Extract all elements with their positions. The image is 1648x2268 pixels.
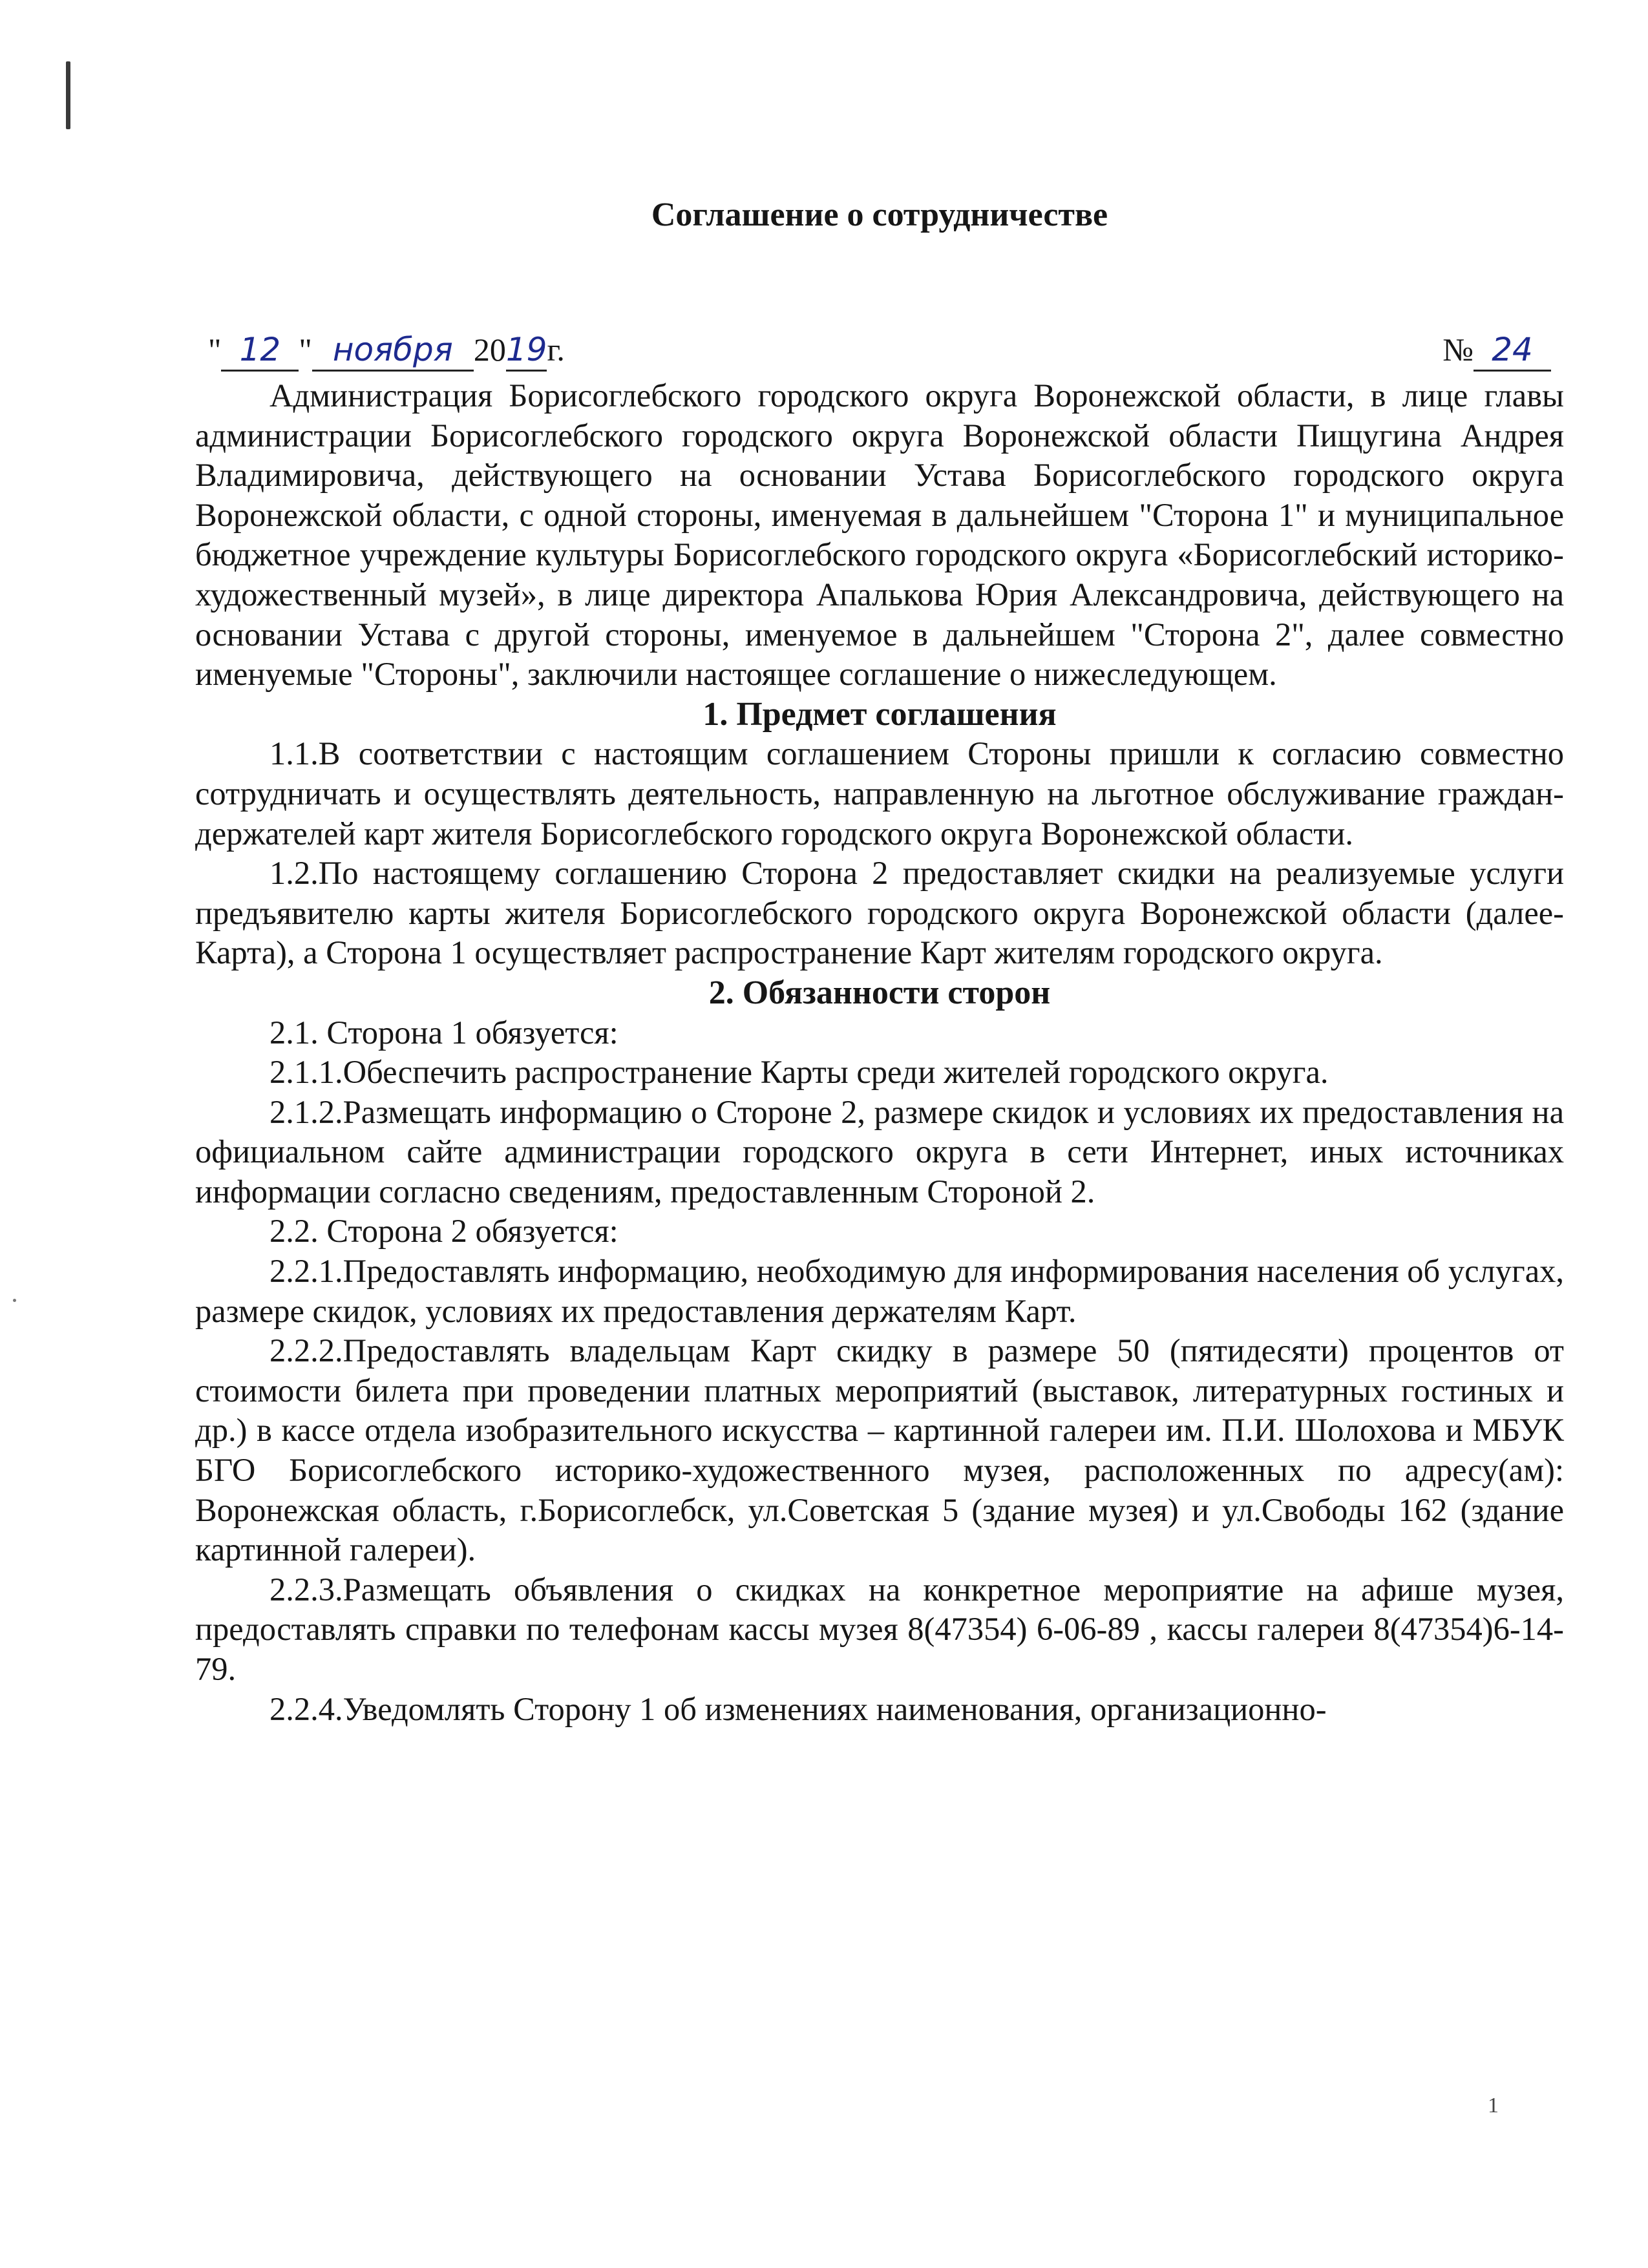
handwritten-number: 24 — [1474, 330, 1551, 372]
clause-2-1: 2.1. Сторона 1 обязуется: — [269, 1014, 618, 1051]
date-open-quote: " — [208, 331, 222, 368]
document-title: Соглашение о сотрудничестве — [651, 196, 1108, 233]
scan-speck — [13, 1299, 16, 1302]
clause-2-1-1: 2.1.1.Обеспечить распространение Карты среди жителей городского округа. — [269, 1054, 1329, 1091]
handwritten-day: 12 — [221, 330, 299, 372]
clause-1-1: 1.1.В соответствии с настоящим соглашением Стороны пришли к согласию совместно сотрудничать и осуществлять деятельность, направленную на льготное обслуживание граждан-держателей карт жителя Борисоглебского городского округа Воронежской области. — [195, 735, 1564, 852]
clause-1-2: 1.2.По настоящему соглашению Сторона 2 предоставляет скидки на реализуемые услуги предъявителю карты жителя Борисоглебского городского округа Воронежской области (далее- Карта), а Сторона 1 осуществляет распространение Карт жителям городского округа. — [195, 855, 1564, 971]
date-number-line — [195, 326, 1564, 373]
scan-edge-mark — [66, 61, 70, 129]
clause-2-2-4: 2.2.4.Уведомлять Сторону 1 об изменениях наименования, организационно- — [269, 1690, 1327, 1727]
clause-2-2: 2.2. Сторона 2 обязуется: — [269, 1213, 618, 1250]
clause-2-1-2: 2.1.2.Размещать информацию о Стороне 2, размере скидок и условиях их предоставления на официальном сайте администрации городского округа в сети Интернет, иных источниках информации согласно сведениям, предоставленным Стороной 2. — [195, 1093, 1564, 1210]
document-body — [195, 376, 1564, 1729]
clause-2-2-1: 2.2.1.Предоставлять информацию, необходимую для информирования населения об услугах, размере скидок, условиях их предоставления держателям Карт. — [195, 1253, 1564, 1329]
handwritten-year: 19 — [506, 330, 547, 372]
agreement-date — [208, 326, 565, 373]
number-label: № — [1442, 331, 1474, 368]
intro-paragraph: Администрация Борисоглебского городского округа Воронежской области, в лице главы администрации Борисоглебского городского округа Воронежской области Пищугина Андрея Владимировича, действующего на основании Устава Борисоглебского городского округа Воронежской области, с одной стороны, именуемая в дальнейшем "Сторона 1" и муниципальное бюджетное учреждение культуры Борисоглебского городского округа «Борисоглебский историко-художественный музей», в лице директора Апалькова Юрия Александровича, действующего на основании Устава с другой стороны, именуемое в дальнейшем "Сторона 2", далее совместно именуемые "Стороны", заключили настоящее соглашение о нижеследующем. — [195, 377, 1564, 693]
section-1-heading: 1. Предмет соглашения — [703, 695, 1057, 733]
handwritten-month: ноября — [312, 330, 474, 372]
year-prefix: 20 — [473, 331, 506, 368]
year-suffix: г. — [547, 331, 565, 368]
section-2-heading: 2. Обязанности сторон — [708, 974, 1051, 1011]
page-number: 1 — [1488, 2094, 1499, 2117]
agreement-number — [1442, 326, 1551, 373]
clause-2-2-2: 2.2.2.Предоставлять владельцам Карт скидку в размере 50 (пятидесяти) процентов от стоимости билета при проведении платных мероприятий (выставок, литературных гостиных и др.) в кассе отдела изобразительного искусства – картинной галереи им. П.И. Шолохова и МБУК БГО Борисоглебского историко-художественного музея, расположенных по адресу(ам): Воронежская область, г.Борисоглебск, ул.Советская 5 (здание музея) и ул.Свободы 162 (здание картинной галереи). — [195, 1332, 1564, 1568]
date-close-quote: " — [299, 331, 312, 368]
clause-2-2-3: 2.2.3.Размещать объявления о скидках на конкретное мероприятие на афише музея, предоставлять справки по телефонам кассы музея 8(47354) 6-06-89 , кассы галереи 8(47354)6-14-79. — [195, 1571, 1564, 1687]
